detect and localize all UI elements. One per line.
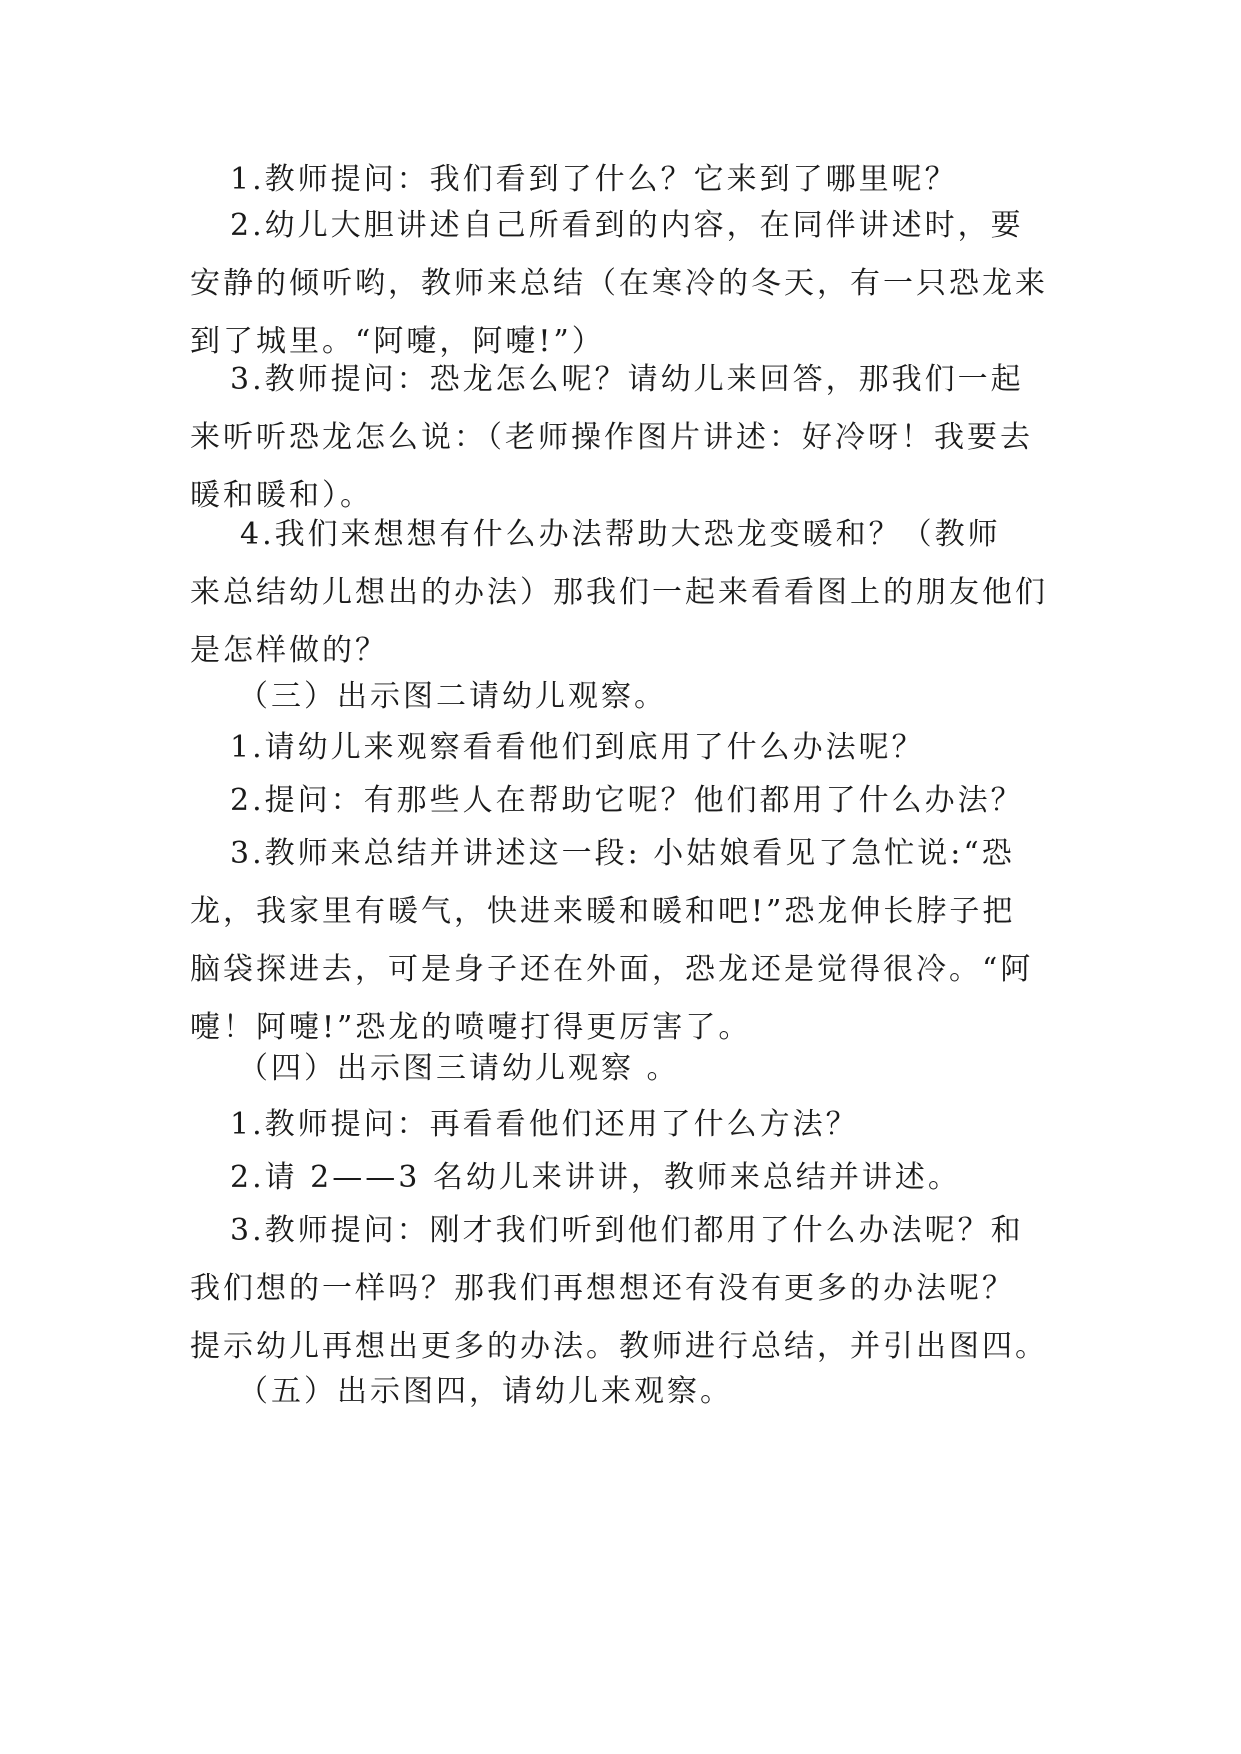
paragraph-think-methods (190, 506, 1050, 680)
text-line: 安静的倾听哟，教师来总结（在寒冷的冬天，有一只恐龙来 (190, 266, 1048, 301)
paragraph-story (190, 825, 1050, 1057)
section-heading-5 (190, 1363, 1050, 1421)
text-line: 嚏！阿嚏!”恐龙的喷嚏打得更厉害了。 (190, 1010, 752, 1045)
text-line: 2.幼儿大胆讲述自己所看到的内容，在同伴讲述时，要 (230, 208, 1024, 243)
text-line: 是怎样做的？ (190, 633, 388, 668)
text-line: 2.提问：有那些人在帮助它呢？他们都用了什么办法？ (230, 783, 1024, 818)
text-line: 1.教师提问：再看看他们还用了什么方法？ (230, 1107, 859, 1142)
text-line: 我们想的一样吗？那我们再想想还有没有更多的办法呢？ (190, 1271, 1015, 1306)
paragraph-teacher-question-other (190, 1096, 1050, 1154)
text-line: 3.教师来总结并讲述这一段: 小姑娘看见了急忙说:“恐 (230, 836, 1015, 871)
paragraph-observe (190, 719, 1050, 777)
text-line: （四）出示图三请幼儿观察 。 (238, 1051, 680, 1086)
text-line: 暖和暖和）。 (190, 478, 373, 513)
paragraph-ask-helpers (190, 772, 1050, 830)
text-line: 到了城里。“阿嚏，阿嚏!”） (190, 324, 605, 359)
section-heading-3 (190, 668, 1050, 726)
text-line: 4.我们来想想有什么办法帮助大恐龙变暖和？（教师 (240, 517, 1001, 552)
paragraph-teacher-question-more (190, 1202, 1050, 1376)
text-line: 龙，我家里有暖气，快进来暖和暖和吧!”恐龙伸长脖子把 (190, 894, 1016, 929)
text-line: 2.请 2——3 名幼儿来讲讲，教师来总结并讲述。 (230, 1160, 961, 1195)
text-line: 3.教师提问：刚才我们听到他们都用了什么办法呢？和 (230, 1213, 1024, 1248)
text-line: 1.请幼儿来观察看看他们到底用了什么办法呢？ (230, 730, 925, 765)
paragraph-children-describe (190, 197, 1050, 371)
text-line: 3.教师提问：恐龙怎么呢？请幼儿来回答，那我们一起 (230, 362, 1024, 397)
text-line: 1.教师提问：我们看到了什么？它来到了哪里呢？ (230, 162, 958, 197)
text-line: 脑袋探进去，可是身子还在外面，恐龙还是觉得很冷。“阿 (190, 952, 1034, 987)
text-line: 提示幼儿再想出更多的办法。教师进行总结，并引出图四。 (190, 1329, 1048, 1364)
text-line: 来总结幼儿想出的办法）那我们一起来看看图上的朋友他们 (190, 575, 1048, 610)
paragraph-invite-children (190, 1149, 1050, 1207)
paragraph-teacher-question-3 (190, 351, 1050, 525)
text-line: 来听听恐龙怎么说：（老师操作图片讲述：好冷呀！我要去 (190, 420, 1033, 455)
text-line: （五）出示图四，请幼儿来观察。 (238, 1374, 733, 1409)
section-heading-4 (190, 1040, 1050, 1098)
text-line: （三）出示图二请幼儿观察。 (238, 679, 667, 714)
